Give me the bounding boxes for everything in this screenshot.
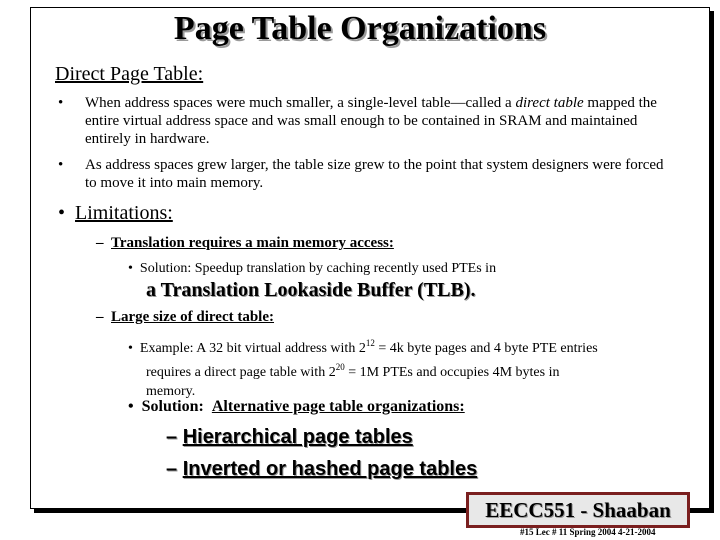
limitation-large-size [96,309,274,326]
direct-bullet-1-before: When address spaces were much smaller, a single-level table—called a [85,95,516,111]
dash-icon: – [166,458,178,480]
course-badge: EECC551 - Shaaban [466,492,690,528]
translation-solution [128,259,496,278]
alternative-hierarchical [166,426,413,449]
example-part-2: = 4k byte pages and 4 byte PTE entries [374,341,598,356]
exponent-12: 12 [365,338,375,348]
limitations-label: Limitations: [75,202,173,224]
slide-title: Page Table Organizations [173,10,547,47]
example-part-1: Example: A 32 bit virtual address with 2 [139,341,366,356]
large-size-label: Large size of direct table: [111,309,275,325]
direct-bullet-2 [58,156,678,194]
solution-label: Solution: [141,398,204,415]
slide-info: #15 Lec # 11 Spring 2004 4-21-2004 [520,527,656,537]
solution-text: Alternative page table organizations: [211,398,465,415]
direct-page-table-heading: Direct Page Table: [55,63,204,85]
bullet-icon: • [58,202,66,224]
limitation-translation [96,235,394,252]
tlb-line: a Translation Lookaside Buffer (TLB). [146,279,476,301]
example-line-1 [128,334,688,358]
bullet-icon: • [58,157,64,173]
direct-bullet-1 [58,94,678,160]
example-line-2b: = 1M PTEs and occupies 4M bytes in [344,365,560,380]
solution-line [128,398,465,416]
limitations-heading [58,202,173,225]
dash-icon: – [166,426,178,448]
example-line-3: memory. [146,384,196,399]
translation-label: Translation requires a main memory access: [111,235,394,251]
dash-icon: – [96,235,104,251]
dash-icon: – [96,309,104,325]
alternative-inverted [166,458,477,481]
translation-solution-text: Solution: Speedup translation by caching recently used PTEs in [139,261,497,276]
hierarchical-text: Hierarchical page tables [182,426,413,448]
bullet-icon: • [128,261,133,276]
large-size-example [128,334,688,401]
example-line-2a: requires a direct page table with 2 [146,365,336,380]
bullet-icon: • [58,95,64,111]
direct-bullet-2-text: As address spaces grew larger, the table size grew to the point that system designers were forced to move it into main memory. [85,157,664,191]
direct-table-term: direct table [515,95,584,111]
exponent-20: 20 [335,362,345,372]
bullet-icon: • [128,398,134,415]
example-line-2 [128,358,688,382]
inverted-text: Inverted or hashed page tables [182,458,478,480]
bullet-icon: • [128,341,133,356]
direct-bullet-1-after: mapped the entire virtual address space and was small enough to be contained in SRAM and maintained entirely in hardware. [85,95,657,147]
direct-bullet-1-text [85,94,665,148]
